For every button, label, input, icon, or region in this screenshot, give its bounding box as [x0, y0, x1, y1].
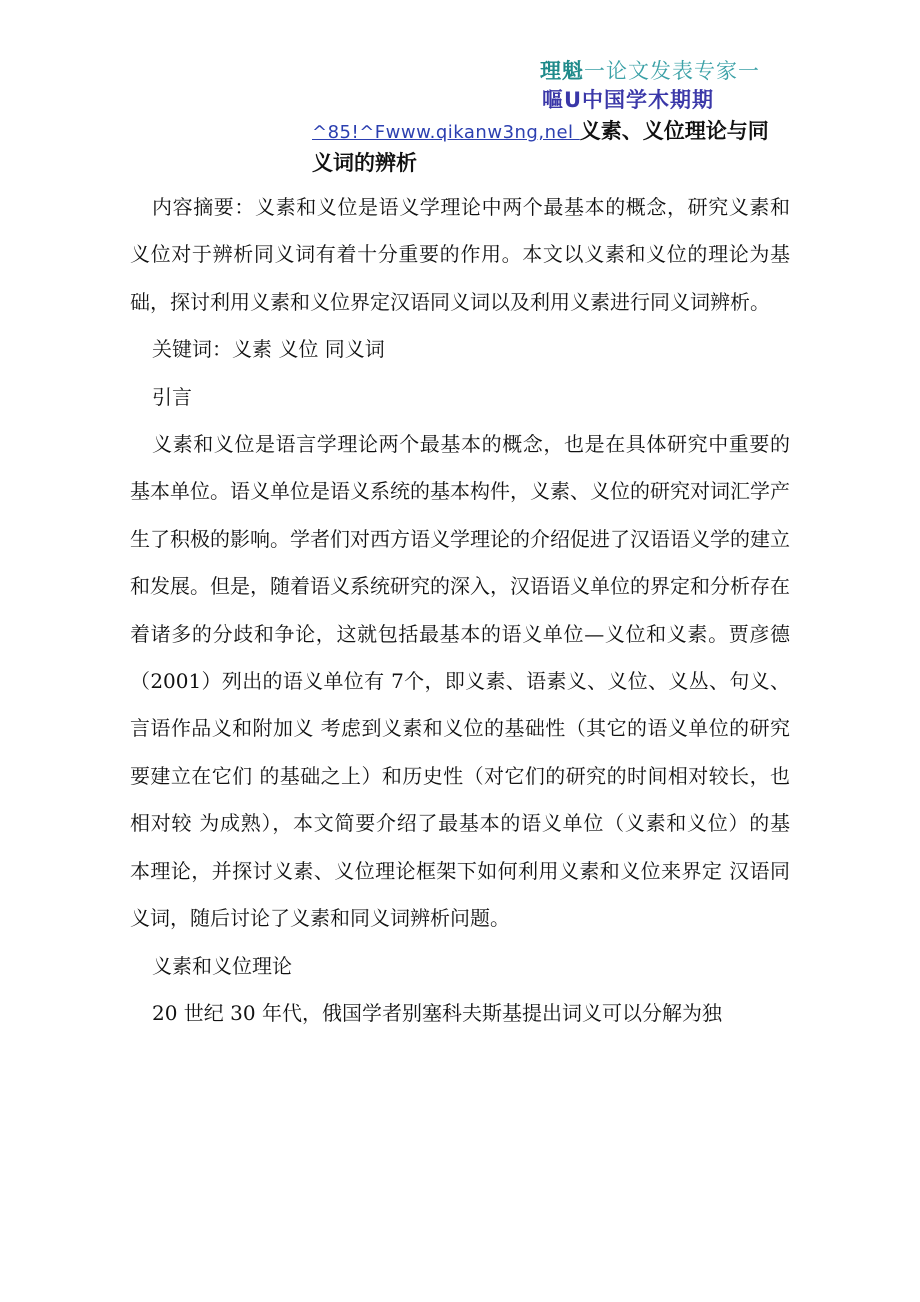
- brand-slogan: 一论文发表专家一: [584, 59, 760, 83]
- paper-title: 义素、义位理论与同义词的辨析: [312, 119, 769, 175]
- publisher-logo: [540, 55, 760, 85]
- section-paragraph: 20 世纪 30 年代，俄国学者别塞科夫斯基提出词义可以分解为独: [152, 1000, 722, 1025]
- article-body: [130, 184, 790, 1037]
- abstract-paragraph: 内容摘要：义素和义位是语义学理论中两个最基本的概念，研究义素和义位对于辨析同义词有着十分重要的作用。本文以义素和义位的理论为基础，探讨利用义素和义位界定汉语同义词以及利用义素进行同义词辨析。: [130, 195, 790, 314]
- website-link[interactable]: ^85!^Fwww.qikanw3ng,nel: [312, 122, 580, 143]
- paper-title-block: [312, 116, 782, 178]
- intro-paragraph: 义素和义位是语言学理论两个最基本的概念，也是在具体研究中重要的基本单位。语义单位是语义系统的基本构件，义素、义位的研究对词汇学产生了积极的影响。学者们对西方语义学理论的介绍促进了汉语语义学的建立和发展。但是，随着语义系统研究的深入，汉语语义单位的界定和分析存在着诸多的分歧和争论，这就包括最基本的语义单位—义位和义素。贾彦德（2001）列出的语义单位有 7个，即义素、语素义、义位、义丛、句义、言语作品义和附加义 考虑到义素和义位的基础性（其它的语义单位的研究要建立在它们 的基础之上）和历史性（对它们的研究的时间相对较长，也相对较 为成熟），本文简要介绍了最基本的语义单位（义素和义位）的基 本理论，并探讨义素、义位理论框架下如何利用义素和义位来界定 汉语同义词，随后讨论了义素和同义词辨析问题。: [130, 432, 790, 931]
- intro-heading: 引言: [152, 384, 192, 409]
- brand-name: 理魁: [540, 59, 584, 83]
- section-heading: 义素和义位理论: [152, 953, 292, 978]
- keywords-line: 关键词：义素 义位 同义词: [152, 337, 385, 362]
- journal-logo-text: 嘔U中国学木期期: [542, 88, 715, 112]
